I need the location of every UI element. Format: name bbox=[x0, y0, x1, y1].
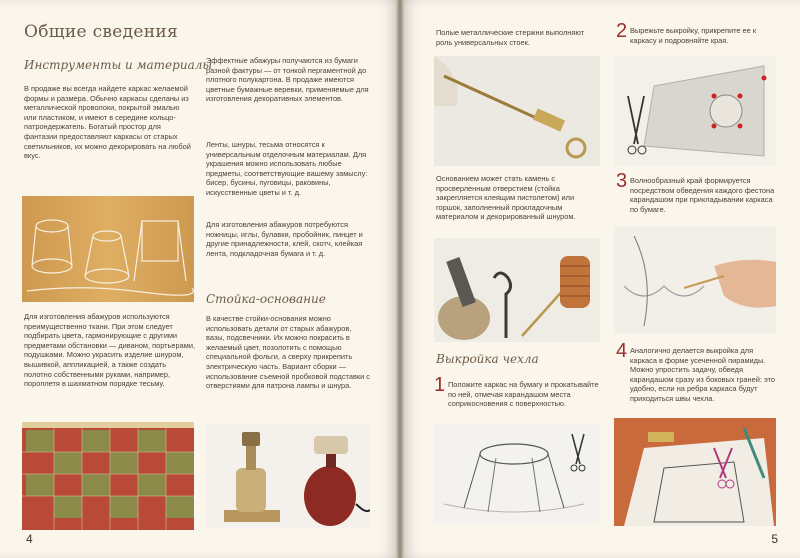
page-number-right: 5 bbox=[771, 532, 778, 546]
right-page bbox=[400, 0, 800, 558]
paragraph-frames: В продаже вы всегда найдете каркас желаемой формы и размера. Обычно каркасы сделаны из металлической проволоки, покрытой эмалью или пластиком, и имеют в середине кольцо-патрондержатель. Богатый простор для фантазии предоставляют каркасы от старых светильников, их можно декорировать на любой вкус. bbox=[24, 84, 191, 161]
paragraph-ribbons: Ленты, шнуры, тесьма относятся к универсальным отделочным материалам. Для украшения можно использовать любые предметы, соответствующие вашему замыслу: бисер, бусины, пуговицы, раковины, искусственные цветы и т. д. bbox=[206, 140, 368, 197]
photo-cut-pattern bbox=[614, 56, 776, 166]
photo-frame-on-paper bbox=[434, 424, 600, 524]
section-heading-stand: Стойка-основание bbox=[206, 292, 326, 306]
photo-pyramid-pattern bbox=[614, 418, 776, 526]
page-title: Общие сведения bbox=[24, 22, 179, 42]
paragraph-paper: Эффектные абажуры получаются из бумаги разной фактуры — от тонкой пергаментной до плотного полукартона. В продаже имеются цветные бумажные веревки, применяемые для изготовления декоративных элементов. bbox=[206, 56, 369, 104]
section-heading-tools: Инструменты и материалы bbox=[24, 58, 213, 72]
step-2-number: 2 bbox=[616, 20, 628, 42]
step-2-text: Вырежьте выкройку, прикрепите ее к каркасу и подровняйте края. bbox=[630, 26, 757, 45]
section-heading-pattern: Выкройка чехла bbox=[436, 352, 539, 366]
photo-lamp-bases bbox=[206, 424, 370, 528]
page-number-left: 4 bbox=[26, 532, 33, 546]
step-1-text: Положите каркас на бумагу и прокатывайте по ней, отмечая карандашом места соприкосновения с поверхностью. bbox=[448, 380, 599, 409]
step-4-text: Аналогично делается выкройка для каркаса в форме усеченной пирамиды. Можно упростить задачу, обведя карандашом сразу из боковых граней: это удобно, если на ребра каркаса будут приходиться швы чехла. bbox=[630, 346, 775, 403]
photo-checkered-weave bbox=[22, 422, 194, 530]
photo-wire-frames bbox=[22, 196, 194, 302]
photo-stone-bases bbox=[434, 238, 600, 342]
paragraph-stand: В качестве стойки-основания можно использовать детали от старых абажуров, вазы, подсвечники. Их можно покрасить в желаемый цвет, позолотить с помощью специальной фольги, а сверху прикрепить электрическую часть. Вариант сборки — использование съемной пробковой подставки с отверстиями для патрона лампы и шнура. bbox=[206, 314, 370, 391]
step-1-number: 1 bbox=[434, 374, 446, 396]
photo-drawing-scallops bbox=[614, 226, 776, 334]
step-3-text: Волнообразный край формируется посредством обведения каждого фестона карандашом при прикладывании каркаса по бумаге. bbox=[630, 176, 775, 214]
step-4-number: 4 bbox=[616, 340, 628, 362]
paragraph-stone-base: Основанием может стать камень с просверленным отверстием (стойка закрепляется клеящим пистолетом) или горшок, заполненный прокладочным материалом и декорированный шнуром. bbox=[436, 174, 576, 222]
book-gutter bbox=[396, 0, 404, 558]
paragraph-fabrics: Для изготовления абажуров используются преимущественно ткани. При этом следует подбирать цвета, гармонирующие с другими предметами обстановки — диваном, портьерами, подушками. Можно украсить изделие шнуром, вышивкой, аппликацией, а также создать полотно собственными руками, например, пороплетя в шахматном порядке тесьму. bbox=[24, 312, 196, 389]
step-3-number: 3 bbox=[616, 170, 628, 192]
paragraph-metal-rods: Полые металлические стержни выполняют роль универсальных стоек. bbox=[436, 28, 585, 47]
photo-metal-rod bbox=[434, 56, 600, 166]
paragraph-tools: Для изготовления абажуров потребуются ножницы, иглы, булавки, пробойник, пинцет и другие принадлежности, клей, скотч, клейкая лента, подкладочная бумага и т. д. bbox=[206, 220, 363, 258]
